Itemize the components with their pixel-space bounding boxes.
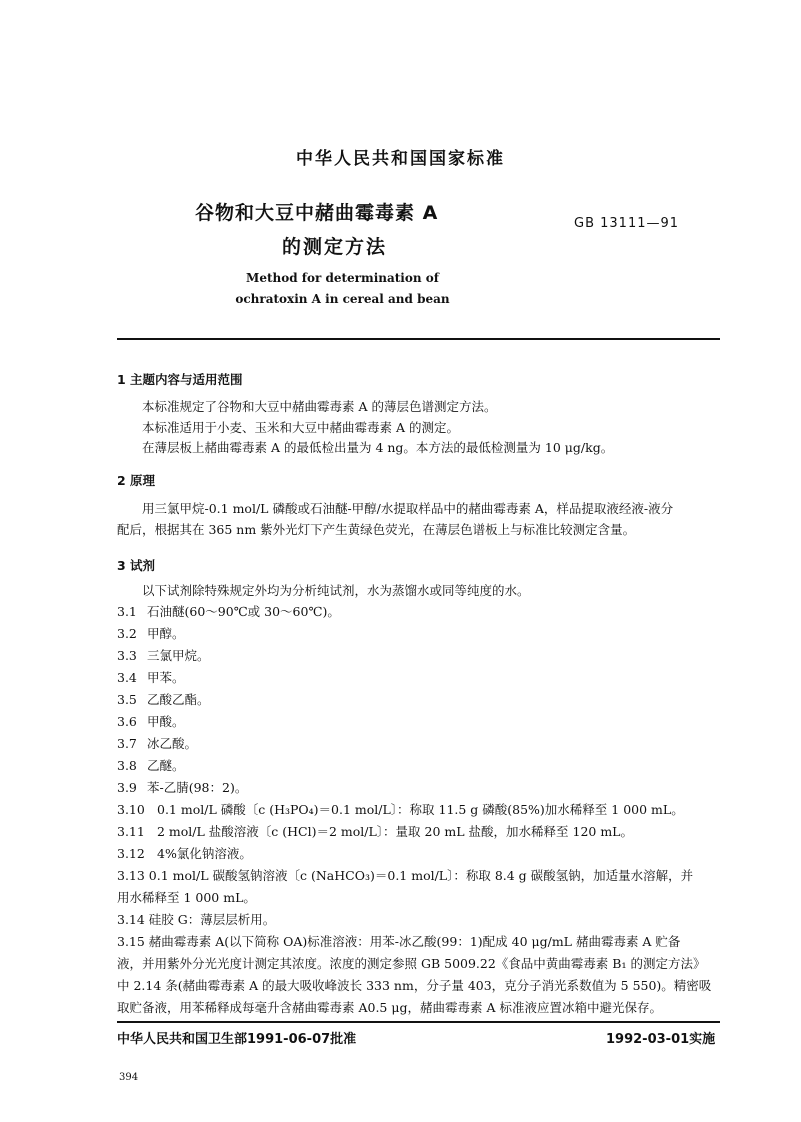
english-title-line-1: Method for determination of xyxy=(246,271,439,285)
list-item xyxy=(117,823,633,841)
page-number: 394 xyxy=(119,1072,139,1083)
item-3-14: 3.14 硅胶 G：薄层层析用。 xyxy=(117,912,276,927)
item-number: 3.9 xyxy=(117,780,137,795)
section-2-heading: 2 原理 xyxy=(117,473,156,488)
item-number: 3.10 xyxy=(117,802,145,817)
list-item xyxy=(117,669,185,687)
item-3-15-line-2: 液，并用紫外分光光度计测定其浓度。浓度的测定参照 GB 5009.22《食品中黄曲霉毒素 B₁ 的测定方法》 xyxy=(117,956,706,971)
item-number: 3.2 xyxy=(117,626,137,641)
item-3-13-line-2: 用水稀释至 1 000 mL。 xyxy=(117,890,256,905)
footer-rule xyxy=(117,1021,720,1023)
item-number: 3.7 xyxy=(117,736,137,751)
item-text: 甲醇。 xyxy=(147,626,185,641)
list-item xyxy=(117,625,185,643)
approval-line: 中华人民共和国卫生部1991-06-07批准 xyxy=(117,1032,357,1047)
section-3-heading: 3 试剂 xyxy=(117,558,156,573)
item-text: 石油醚(60～90℃或 30～60℃)。 xyxy=(147,604,340,619)
effective-date: 1992-03-01实施 xyxy=(606,1032,716,1047)
item-3-13-line-1: 3.13 0.1 mol/L 碳酸氢钠溶液〔c (NaHCO₃)＝0.1 mol/L〕：称取 8.4 g 碳酸氢钠，加适量水溶解，并 xyxy=(117,868,694,883)
item-number: 3.5 xyxy=(117,692,137,707)
item-text: 甲苯。 xyxy=(147,670,185,685)
section-2-para-line-2: 配后，根据其在 365 nm 紫外光灯下产生黄绿色荧光，在薄层色谱板上与标准比较测定含量。 xyxy=(117,522,636,537)
doc-title-line-1: 谷物和大豆中赭曲霉毒素 A xyxy=(195,202,439,224)
list-item xyxy=(117,647,210,665)
section-3-intro: 以下试剂除特殊规定外均为分析纯试剂，水为蒸馏水或同等纯度的水。 xyxy=(142,583,530,598)
item-text: 2 mol/L 盐酸溶液〔c (HCl)＝2 mol/L〕：量取 20 mL 盐酸，加水稀释至 120 mL。 xyxy=(157,824,633,839)
item-number: 3.4 xyxy=(117,670,137,685)
item-text: 苯-乙腈(98：2)。 xyxy=(147,780,248,795)
item-text: 三氯甲烷。 xyxy=(147,648,210,663)
header-rule xyxy=(117,338,720,340)
list-item xyxy=(117,603,340,621)
item-number: 3.8 xyxy=(117,758,137,773)
item-text: 乙醚。 xyxy=(147,758,185,773)
section-1-para-2: 本标准适用于小麦、玉米和大豆中赭曲霉毒素 A 的测定。 xyxy=(142,420,459,435)
item-number: 3.12 xyxy=(117,846,145,861)
list-item xyxy=(117,779,247,797)
standard-code: GB 13111—91 xyxy=(574,216,680,231)
list-item xyxy=(117,691,210,709)
item-number: 3.6 xyxy=(117,714,137,729)
list-item xyxy=(117,801,684,819)
item-number: 3.1 xyxy=(117,604,137,619)
item-number: 3.11 xyxy=(117,824,145,839)
list-item xyxy=(117,735,197,753)
org-title: 中华人民共和国国家标准 xyxy=(296,149,505,169)
section-1-para-1: 本标准规定了谷物和大豆中赭曲霉毒素 A 的薄层色谱测定方法。 xyxy=(142,399,497,414)
list-item xyxy=(117,845,252,863)
item-text: 0.1 mol/L 磷酸〔c (H₃PO₄)＝0.1 mol/L〕：称取 11.5 g 磷酸(85%)加水稀释至 1 000 mL。 xyxy=(157,802,684,817)
section-1-para-3: 在薄层板上赭曲霉毒素 A 的最低检出量为 4 ng。本方法的最低检测量为 10 μg/kg。 xyxy=(142,440,614,455)
item-3-15-line-1: 3.15 赭曲霉毒素 A(以下简称 OA)标准溶液：用苯-冰乙酸(99：1)配成 40 μg/mL 赭曲霉毒素 A 贮备 xyxy=(117,934,681,949)
list-item xyxy=(117,713,185,731)
item-text: 甲酸。 xyxy=(147,714,185,729)
item-text: 4%氯化钠溶液。 xyxy=(157,846,252,861)
item-text: 冰乙酸。 xyxy=(147,736,198,751)
list-item xyxy=(117,757,185,775)
item-text: 乙酸乙酯。 xyxy=(147,692,210,707)
section-2-para-line-1: 用三氯甲烷-0.1 mol/L 磷酸或石油醚-甲醇/水提取样品中的赭曲霉毒素 A，样品提取液经液-液分 xyxy=(142,501,674,516)
item-3-15-line-4: 取贮备液，用苯稀释成每毫升含赭曲霉毒素 A0.5 μg，赭曲霉毒素 A 标准液应置冰箱中避光保存。 xyxy=(117,1000,662,1015)
item-number: 3.3 xyxy=(117,648,137,663)
item-3-15-line-3: 中 2.14 条(赭曲霉毒素 A 的最大吸收峰波长 333 nm，分子量 403，克分子消光系数值为 5 550)。精密吸 xyxy=(117,978,712,993)
english-title-line-2: ochratoxin A in cereal and bean xyxy=(235,292,450,306)
doc-title-line-2: 的测定方法 xyxy=(282,236,388,258)
section-1-heading: 1 主题内容与适用范围 xyxy=(117,372,243,387)
